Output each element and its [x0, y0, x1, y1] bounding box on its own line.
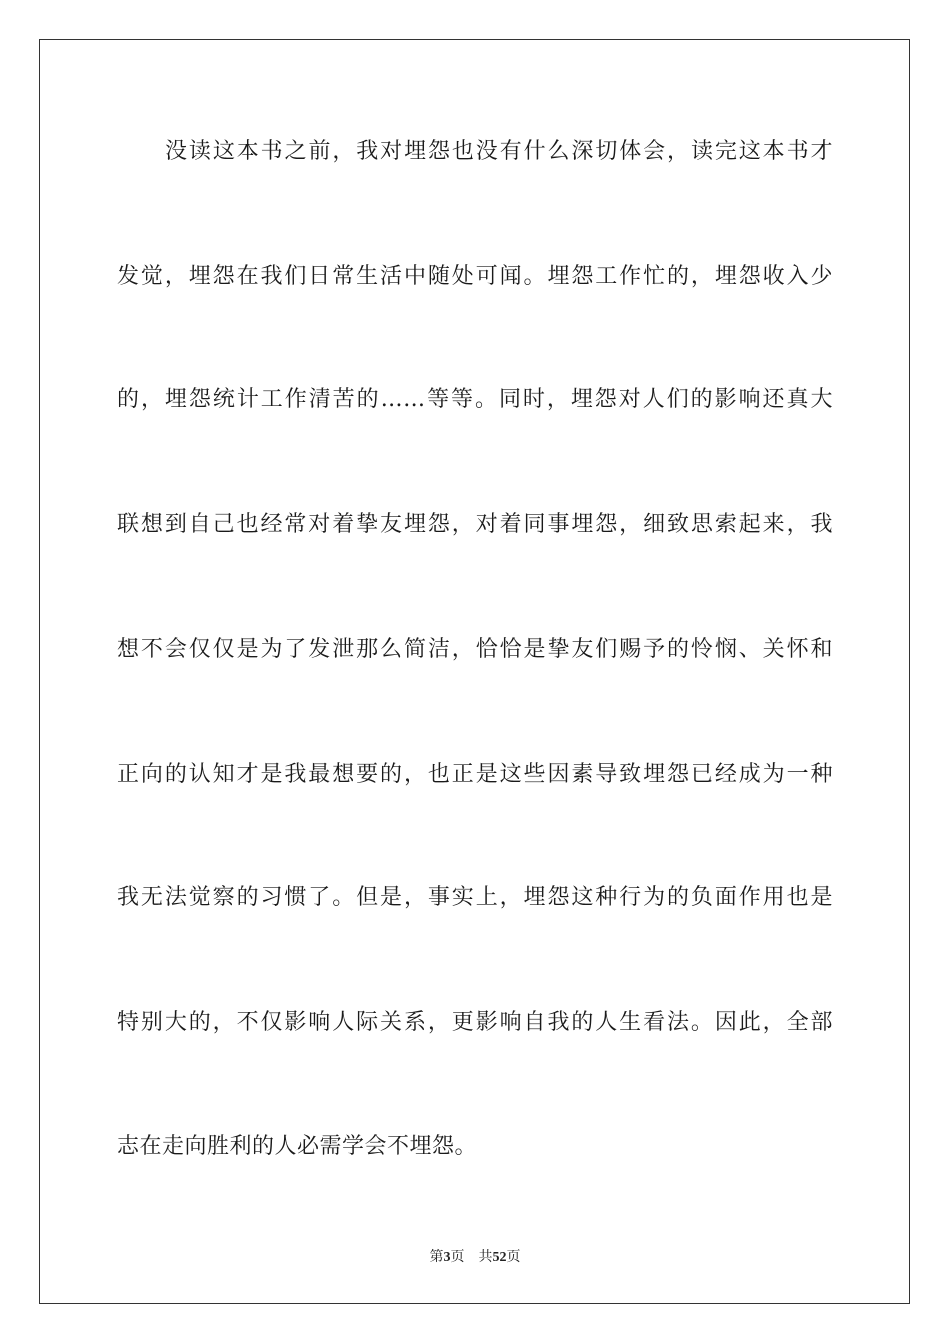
paragraph-line-8: 特别大的，不仅影响人际关系，更影响自我的人生看法。因此，全部 — [117, 1010, 833, 1035]
total-pages: 52 — [492, 1250, 507, 1265]
page-footer — [0, 1248, 950, 1267]
total-prefix: 共 — [478, 1249, 493, 1265]
paragraph-line-9: 志在走向胜利的人必需学会不埋怨。 — [117, 1134, 478, 1159]
paragraph-line-5: 想不会仅仅是为了发泄那么简洁，恰恰是挚友们赐予的怜悯、关怀和 — [117, 637, 833, 662]
paragraph-line-7: 我无法觉察的习惯了。但是，事实上，埋怨这种行为的负面作用也是 — [117, 885, 833, 910]
paragraph-line-6: 正向的认知才是我最想要的，也正是这些因素导致埋怨已经成为一种 — [117, 762, 833, 787]
paragraph-line-2: 发觉，埋怨在我们日常生活中随处可闻。埋怨工作忙的，埋怨收入少 — [117, 264, 833, 289]
total-suffix: 页 — [506, 1249, 521, 1265]
paragraph-line-1: 没读这本书之前，我对埋怨也没有什么深切体会，读完这本书才 — [165, 139, 833, 164]
page-prefix: 第 — [429, 1249, 444, 1265]
paragraph-line-4: 联想到自己也经常对着挚友埋怨，对着同事埋怨，细致思索起来，我 — [117, 512, 833, 537]
page-border — [39, 39, 910, 1304]
page-suffix: 页 — [450, 1249, 465, 1265]
paragraph-line-3: 的，埋怨统计工作清苦的……等等。同时，埋怨对人们的影响还真大 — [117, 387, 833, 412]
page-number: 3 — [443, 1250, 451, 1265]
